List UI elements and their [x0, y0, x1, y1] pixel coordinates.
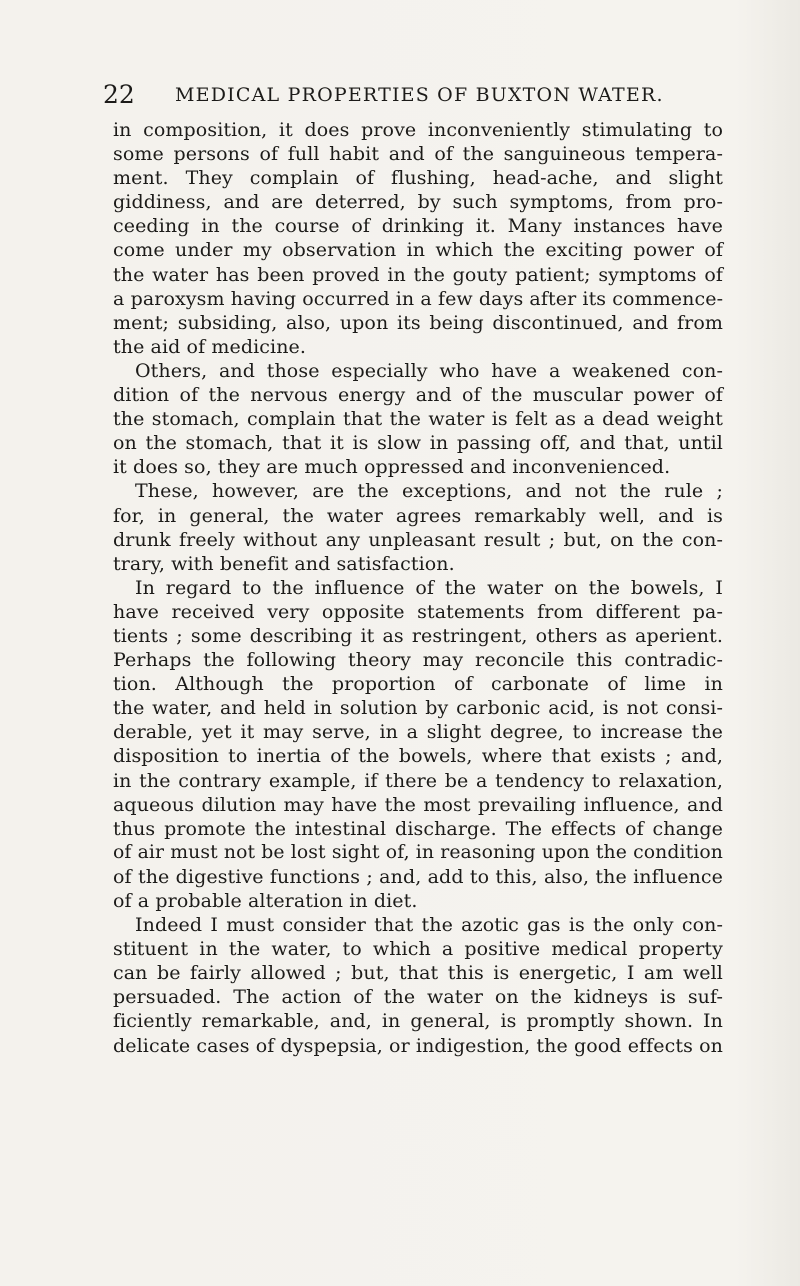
text-line: in the contrary example, if there be a tendency to relaxation,	[113, 769, 723, 792]
text-line: In regard to the influence of the water on the bowels, I	[135, 576, 723, 599]
text-line: stituent in the water, to which a positive medical property	[113, 938, 723, 961]
text-line: for, in general, the water agrees remarkably well, and is	[113, 504, 723, 527]
body-text	[113, 118, 723, 1058]
text-line: it does so, they are much oppressed and inconvenienced.	[113, 456, 671, 479]
text-line: dition of the nervous energy and of the muscular power of	[113, 384, 723, 407]
text-line: aqueous dilution may have the most prevailing influence, and	[113, 793, 723, 816]
text-line: tion. Although the proportion of carbonate of lime in	[113, 673, 723, 696]
text-line: ment. They complain of flushing, head-ache, and slight	[113, 167, 723, 190]
text-line: the aid of medicine.	[113, 335, 307, 358]
text-line: can be fairly allowed ; but, that this is energetic, I am well	[113, 962, 723, 985]
text-line: disposition to inertia of the bowels, where that exists ; and,	[113, 745, 723, 768]
text-line: ficiently remarkable, and, in general, is promptly shown. In	[113, 1010, 723, 1033]
text-line: Indeed I must consider that the azotic gas is the only con-	[135, 914, 723, 937]
text-line: These, however, are the exceptions, and not the rule ;	[135, 480, 723, 503]
text-line: of air must not be lost sight of, in reasoning upon the condition	[113, 841, 723, 863]
text-line: on the stomach, that it is slow in passing off, and that, until	[113, 432, 723, 455]
text-line: of the digestive functions ; and, add to this, also, the influence	[113, 865, 723, 888]
text-line: thus promote the intestinal discharge. The effects of change	[113, 817, 723, 840]
text-line: derable, yet it may serve, in a slight degree, to increase the	[113, 721, 723, 744]
page-header	[103, 80, 743, 116]
text-line: ment; subsiding, also, upon its being discontinued, and from	[113, 311, 723, 334]
text-line: have received very opposite statements from different pa-	[113, 600, 723, 623]
text-line: Perhaps the following theory may reconcile this contradic-	[113, 649, 723, 672]
text-line: the water has been proved in the gouty patient; symptoms of	[113, 263, 723, 286]
text-line: delicate cases of dyspepsia, or indigestion, the good effects on	[113, 1034, 723, 1057]
running-head: MEDICAL PROPERTIES OF BUXTON WATER.	[175, 84, 664, 106]
text-line: ceeding in the course of drinking it. Many instances have	[113, 215, 723, 238]
text-line: come under my observation in which the exciting power of	[113, 239, 723, 262]
text-line: giddiness, and are deterred, by such symptoms, from pro-	[113, 191, 723, 214]
text-line: some persons of full habit and of the sanguineous tempera-	[113, 143, 723, 166]
text-line: the water, and held in solution by carbonic acid, is not consi-	[113, 697, 723, 720]
text-line: persuaded. The action of the water on the kidneys is suf-	[113, 986, 723, 1009]
text-line: a paroxysm having occurred in a few days after its commence-	[113, 287, 724, 310]
text-line: of a probable alteration in diet.	[113, 890, 418, 912]
text-line: Others, and those especially who have a weakened con-	[135, 359, 723, 382]
text-line: drunk freely without any unpleasant result ; but, on the con-	[113, 528, 723, 551]
text-line: tients ; some describing it as restringent, others as aperient.	[113, 624, 723, 647]
text-line: the stomach, complain that the water is felt as a dead weight	[113, 408, 723, 431]
page-number: 22	[103, 80, 135, 109]
text-line: trary, with benefit and satisfaction.	[113, 552, 455, 575]
text-line: in composition, it does prove inconveniently stimulating to	[113, 119, 723, 141]
